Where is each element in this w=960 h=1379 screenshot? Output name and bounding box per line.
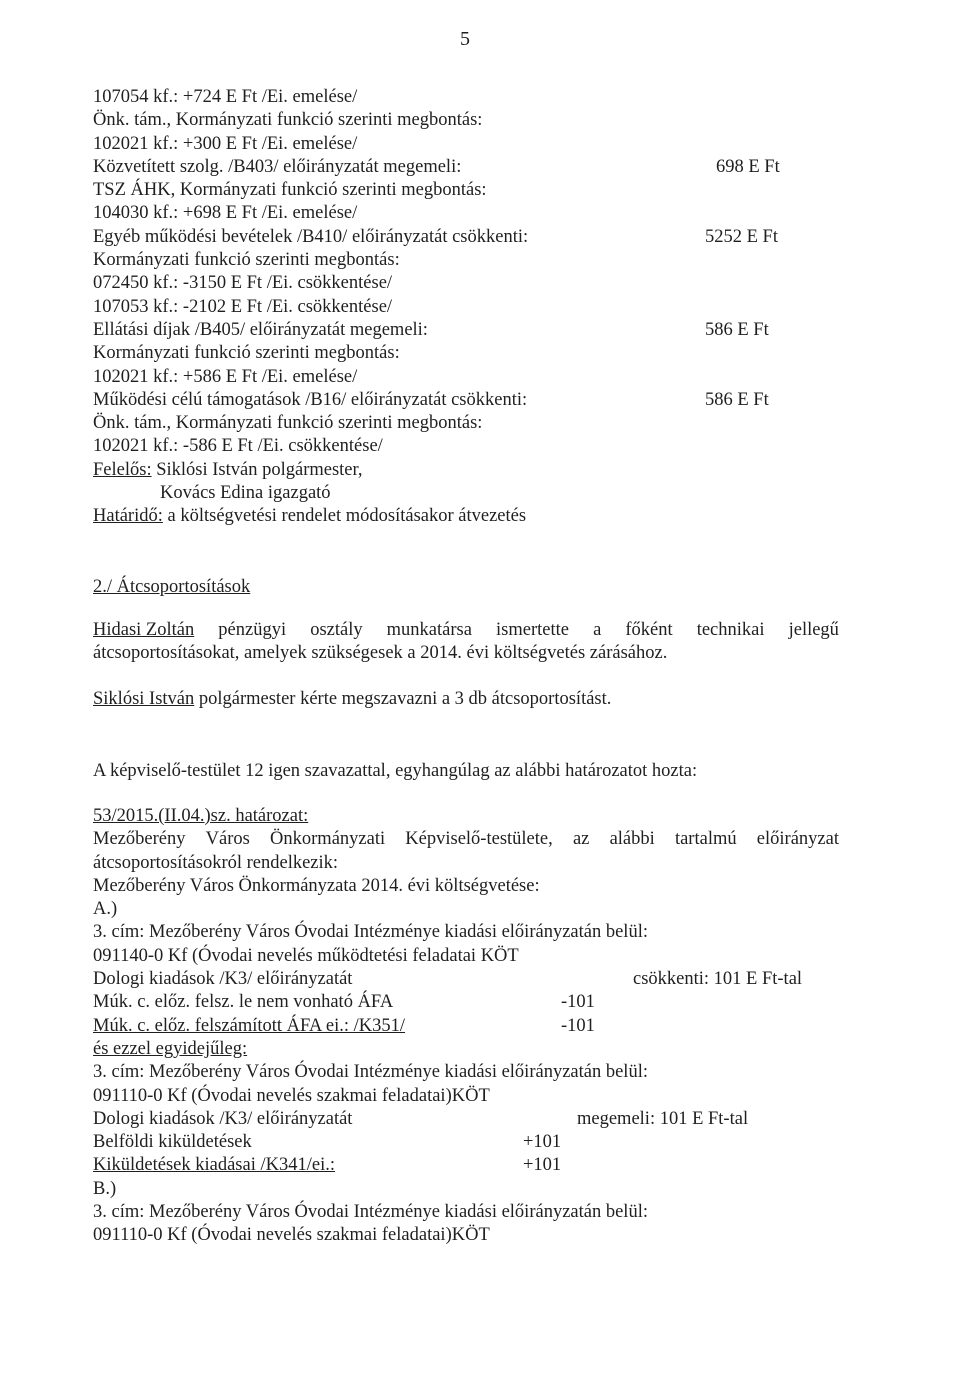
text-line-label: Ellátási díjak /B405/ előirányzatát megemeli: (93, 319, 428, 340)
item-label (93, 1015, 599, 1038)
word: tartalmú (674, 829, 737, 850)
paragraph-3 (93, 760, 873, 783)
dologi-action: csökkenti: 101 E Ft-tal (633, 969, 803, 990)
text-line (93, 389, 873, 412)
speaker-name: Hidasi Zoltán (93, 620, 195, 640)
amount-egyeb: 5252 E Ft (705, 226, 778, 247)
text-line: 102021 kf.: +586 E Ft /Ei. emelése/ (93, 366, 358, 387)
item-label: Múk. c. előz. felsz. le nem vonható ÁFA (93, 992, 394, 1013)
word: Mezőberény (93, 829, 186, 850)
text-line: Önk. tám., Kormányzati funkció szerinti megbontás: (93, 413, 483, 434)
item-line (93, 1015, 873, 1038)
part-a-label: A.) (93, 899, 118, 920)
dologi-label: Dologi kiadások /K3/ előirányzatát (93, 1108, 353, 1129)
item-value: -101 (561, 992, 595, 1013)
word: a (593, 620, 602, 640)
felelos-line (93, 459, 873, 482)
budget-modifications-block (93, 86, 873, 529)
word: technikai (696, 620, 765, 640)
text-line: 104030 kf.: +698 E Ft /Ei. emelése/ (93, 203, 358, 224)
text-line-label: Közvetített szolg. /B403/ előirányzatát megemeli: (93, 156, 462, 177)
felelos-person-2: Kovács Edina igazgató (160, 483, 331, 504)
word: előirányzat (756, 829, 839, 850)
text-line-label: Egyéb működési bevételek /B410/ előirányzatát csökkenti: (93, 226, 529, 247)
text-line-rest: polgármester kérte megszavazni a 3 db átcsoportosítást. (194, 689, 612, 709)
text-line: átcsoportosításokat, amelyek szükségesek a 2014. évi költségvetés zárásához. (93, 643, 668, 664)
word: osztály (310, 620, 363, 640)
item-line (93, 1154, 873, 1177)
page-number: 5 (460, 28, 470, 50)
word: pénzügyi (218, 620, 287, 640)
item-label-text: Kiküldetések kiadásai /K341/ei.: (93, 1155, 335, 1176)
amount-ellatasi: 586 E Ft (705, 319, 769, 340)
text-line-label: Működési célú támogatások /B16/ előirányzatát csökkenti: (93, 389, 528, 410)
amount-mukodesi: 586 E Ft (705, 389, 769, 410)
item-label-text: Múk. c. előz. felszámított ÁFA ei.: /K351/ (93, 1015, 406, 1036)
text-line: átcsoportosításokról rendelkezik: (93, 852, 339, 873)
word: főként (625, 620, 673, 640)
text-line: 102021 kf.: +300 E Ft /Ei. emelése/ (93, 133, 358, 154)
text-line: Önk. tám., Kormányzati funkció szerinti megbontás: (93, 110, 483, 131)
word: Képviselő-testülete, (405, 829, 553, 850)
part-b-label: B.) (93, 1178, 117, 1199)
felelos-person-1: Siklósi István polgármester, (156, 459, 363, 480)
paragraph-1 (93, 619, 873, 666)
text-line: 091140-0 Kf (Óvodai nevelés működtetési feladatai KÖT (93, 945, 519, 966)
item-label: Belföldi kiküldetések (93, 1132, 252, 1153)
text-line: Kormányzati funkció szerinti megbontás: (93, 250, 400, 271)
es-ezzel-label: és ezzel egyidejűleg: (93, 1038, 248, 1059)
text-line (93, 156, 873, 179)
item-line (93, 991, 873, 1014)
dologi-line-2 (93, 1108, 873, 1131)
justified-line (93, 619, 839, 642)
item-label (93, 1154, 565, 1177)
text-line: Mezőberény Város Önkormányzata 2014. évi költségvetése: (93, 875, 540, 896)
text-line: 102021 kf.: -586 E Ft /Ei. csökkentése/ (93, 436, 383, 457)
text-line: 107053 kf.: -2102 E Ft /Ei. csökkentése/ (93, 296, 393, 317)
text-line: 091110-0 Kf (Óvodai nevelés szakmai feladatai)KÖT (93, 1225, 490, 1246)
word: Önkormányzati (270, 829, 386, 850)
section-heading-block (93, 576, 873, 599)
speaker-name: Siklósi István (93, 689, 195, 709)
text-line: TSZ ÁHK, Kormányzati funkció szerinti megbontás: (93, 180, 487, 201)
item-value: +101 (523, 1155, 562, 1176)
text-line: 3. cím: Mezőberény Város Óvodai Intézménye kiadási előirányzatán belül: (93, 1202, 648, 1223)
word: jellegű (788, 620, 839, 640)
word: alábbi (609, 829, 655, 850)
word: ismertette (496, 620, 569, 640)
text-line: 3. cím: Mezőberény Város Óvodai Intézménye kiadási előirányzatán belül: (93, 922, 648, 943)
text-line: 091110-0 Kf (Óvodai nevelés szakmai feladatai)KÖT (93, 1085, 490, 1106)
hatarido-text: a költségvetési rendelet módosításakor átvezetés (167, 506, 527, 527)
item-value: -101 (561, 1015, 595, 1036)
paragraph-2 (93, 688, 873, 711)
justified-line (93, 828, 839, 851)
word: munkatársa (386, 620, 472, 640)
resolution-heading: 53/2015.(II.04.)sz. határozat: (93, 806, 309, 826)
text-line: 3. cím: Mezőberény Város Óvodai Intézménye kiadási előirányzatán belül: (93, 1062, 648, 1083)
item-value: +101 (523, 1132, 562, 1153)
text-line: Kormányzati funkció szerinti megbontás: (93, 343, 400, 364)
felelos-label: Felelős: (93, 459, 152, 480)
text-line: 107054 kf.: +724 E Ft /Ei. emelése/ (93, 87, 358, 107)
hatarido-line (93, 505, 873, 528)
section-heading: 2./ Átcsoportosítások (93, 577, 251, 597)
hatarido-label: Határidő: (93, 506, 163, 527)
text-line (93, 688, 873, 711)
text-line (93, 319, 873, 342)
dologi-label: Dologi kiadások /K3/ előirányzatát (93, 969, 353, 990)
dologi-action: megemeli: 101 E Ft-tal (577, 1108, 749, 1129)
text-line: A képviselő-testület 12 igen szavazattal, egyhangúlag az alábbi határozatot hozta: (93, 761, 698, 781)
text-line: 072450 kf.: -3150 E Ft /Ei. csökkentése/ (93, 273, 393, 294)
resolution-block (93, 805, 873, 1248)
word: az (572, 829, 590, 850)
item-line (93, 1131, 873, 1154)
text-line (93, 226, 873, 249)
word: Város (205, 829, 250, 850)
amount-kozvetitett: 698 E Ft (716, 156, 780, 177)
dologi-line-1 (93, 968, 873, 991)
